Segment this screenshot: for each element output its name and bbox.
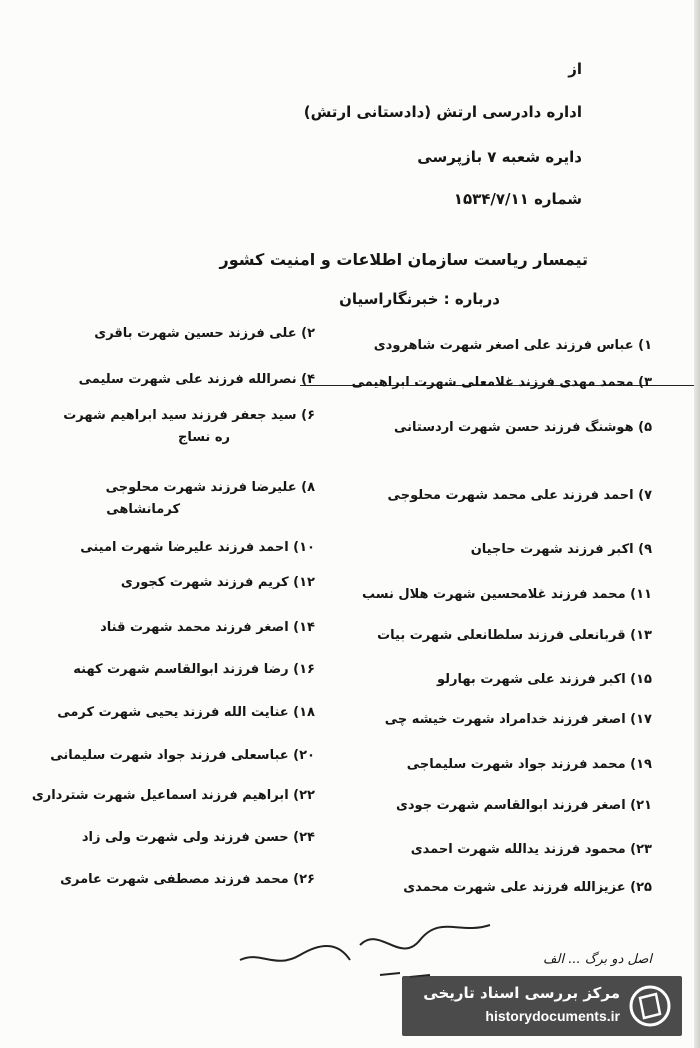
list-item-3: ۳) محمد مهدی فرزند غلامعلی شهرت ابراهیمی bbox=[351, 375, 652, 390]
list-item-20: ۲۰) عباسعلی فرزند جواد شهرت سلیمانی bbox=[50, 748, 315, 763]
header-recipient: تیمسار ریاست سازمان اطلاعات و امنیت کشور bbox=[219, 250, 588, 269]
list-item-4: ۴) نصرالله فرزند علی شهرت سلیمی bbox=[78, 372, 315, 387]
list-item-14: ۱۴) اصغر فرزند محمد شهرت قناد bbox=[100, 620, 315, 635]
watermark-title: مرکز بررسی اسناد تاریخی bbox=[423, 984, 620, 1002]
header-number: شماره ۱۵۳۴/۷/۱۱ bbox=[453, 190, 582, 208]
list-item-22: ۲۲) ابراهیم فرزند اسماعیل شهرت شترداری bbox=[31, 788, 315, 803]
list-item-7: ۷) احمد فرزند علی محمد شهرت محلوجی bbox=[387, 488, 652, 503]
header-subject: درباره : خبرنگاراسیان bbox=[339, 290, 500, 308]
list-item-10: ۱۰) احمد فرزند علیرضا شهرت امینی bbox=[80, 540, 315, 555]
list-item-5: ۵) هوشنگ فرزند حسن شهرت اردستانی bbox=[394, 420, 652, 435]
watermark-banner bbox=[402, 976, 682, 1036]
list-item-1: ۱) عباس فرزند علی اصغر شهرت شاهرودی bbox=[373, 338, 652, 353]
list-item-24: ۲۴) حسن فرزند ولی شهرت ولی زاد bbox=[81, 830, 315, 845]
header-department: دایره شعبه ۷ بازپرسی bbox=[417, 148, 582, 166]
list-item-23: ۲۳) محمود فرزند یدالله شهرت احمدی bbox=[410, 842, 652, 857]
list-item-2: ۲) علی فرزند حسین شهرت باقری bbox=[94, 326, 315, 341]
list-item-19: ۱۹) محمد فرزند جواد شهرت سلیماجی bbox=[406, 757, 652, 772]
page-edge-shadow bbox=[694, 0, 700, 1048]
header-office: اداره دادرسی ارتش (دادستانی ارتش) bbox=[303, 103, 582, 121]
watermark-url: historydocuments.ir bbox=[485, 1008, 620, 1024]
list-item-15: ۱۵) اکبر فرزند علی شهرت بهارلو bbox=[436, 672, 652, 687]
list-item-8: ۸) علیرضا فرزند شهرت محلوجی bbox=[105, 480, 315, 495]
list-item-25: ۲۵) عزیزالله فرزند علی شهرت محمدی bbox=[403, 880, 652, 895]
list-item-26: ۲۶) محمد فرزند مصطفی شهرت عامری bbox=[60, 872, 315, 887]
list-item-9: ۹) اکبر فرزند شهرت حاجیان bbox=[470, 542, 652, 557]
list-item-13: ۱۳) قربانعلی فرزند سلطانعلی شهرت بیات bbox=[377, 628, 652, 643]
archive-logo-icon bbox=[628, 984, 672, 1028]
list-item-6-cont: ره نساج bbox=[177, 430, 230, 445]
closing-note: اصل دو برگ ... الف bbox=[543, 952, 652, 967]
header-from: از bbox=[568, 60, 582, 78]
list-item-12: ۱۲) کریم فرزند شهرت کجوری bbox=[120, 575, 315, 590]
list-item-6: ۶) سید جعفر فرزند سید ابراهیم شهرت bbox=[63, 408, 315, 423]
list-item-16: ۱۶) رضا فرزند ابوالقاسم شهرت کهنه bbox=[73, 662, 315, 677]
list-item-17: ۱۷) اصغر فرزند خدامراد شهرت خیشه چی bbox=[384, 712, 652, 727]
list-item-18: ۱۸) عنایت الله فرزند یحیی شهرت کرمی bbox=[57, 705, 315, 720]
list-item-11: ۱۱) محمد فرزند غلامحسین شهرت هلال نسب bbox=[361, 587, 652, 602]
list-item-21: ۲۱) اصغر فرزند ابوالقاسم شهرت جودی bbox=[395, 798, 652, 813]
list-item-8-cont: کرمانشاهی bbox=[106, 502, 180, 517]
